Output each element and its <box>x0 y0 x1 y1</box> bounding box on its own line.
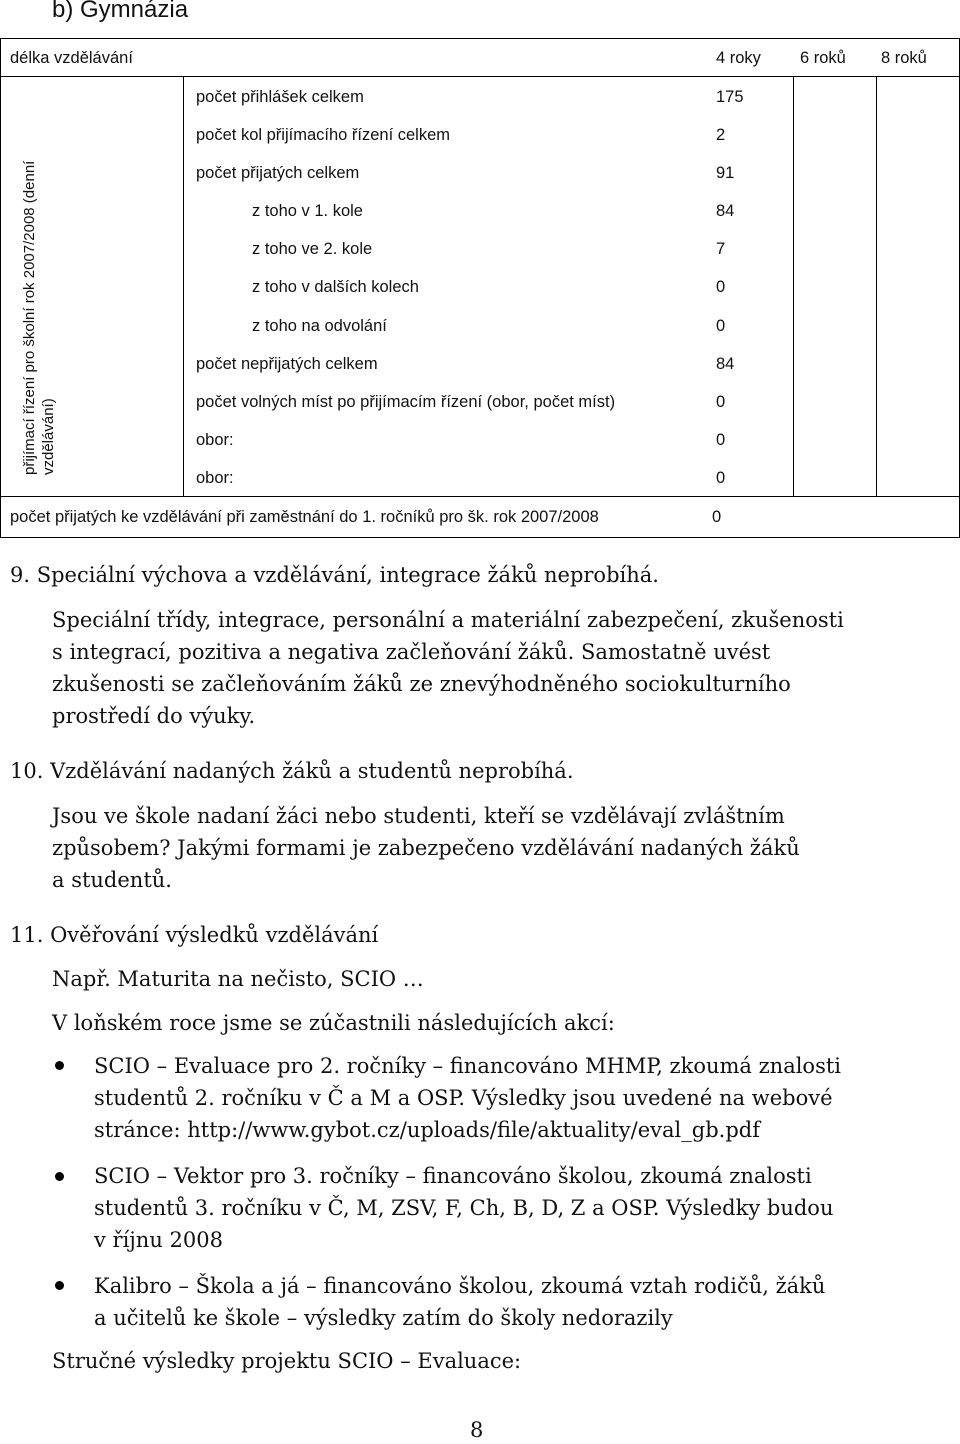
bullet-line: studentů 3. ročníku v Č, M, ZSV, F, Ch, B, D, Z a OSP. Výsledky budou <box>94 1196 834 1220</box>
row-value: 0 <box>716 278 726 296</box>
bullet-line: studentů 2. ročníku v Č a M a OSP. Výsledky jsou uvedené na webové <box>94 1086 833 1110</box>
section-10-line: Jsou ve škole nadaní žáci nebo studenti, kteří se vzdělávají zvláštním <box>52 804 785 828</box>
footer-row-value: 0 <box>712 508 722 526</box>
section-9-line: zkušenosti se začleňováním žáků ze znevýhodněného sociokulturního <box>52 672 791 696</box>
section-9-line: Speciální třídy, integrace, personální a materiální zabezpečení, zkušenosti <box>52 608 844 632</box>
footer-row-label: počet přijatých ke vzdělávání při zaměstnání do 1. ročníků pro šk. rok 2007/2008 <box>10 508 599 526</box>
row-label: počet přihlášek celkem <box>196 88 364 106</box>
bullet-line: a učitelů ke škole – výsledky zatím do školy nedorazily <box>94 1306 673 1330</box>
bullet-icon <box>55 1281 64 1290</box>
row-value: 7 <box>716 240 726 258</box>
row-label: počet nepřijatých celkem <box>196 355 378 373</box>
row-label: počet kol přijímacího řízení celkem <box>196 126 451 144</box>
page-number: 8 <box>470 1418 484 1442</box>
col-header-6-years: 6 roků <box>800 49 846 67</box>
section-9-heading: 9. Speciální výchova a vzdělávání, integrace žáků neprobíhá. <box>10 563 659 587</box>
table-rule <box>0 76 960 77</box>
row-label: počet volných míst po přijímacím řízení (obor, počet míst) <box>196 393 616 411</box>
section-11-intro: V loňském roce jsme se zúčastnili následujících akcí: <box>52 1011 615 1035</box>
bullet-line: SCIO – Vektor pro 3. ročníky – financováno školou, zkoumá znalosti <box>94 1164 812 1188</box>
row-value: 84 <box>716 355 735 373</box>
row-label: z toho ve 2. kole <box>252 240 373 258</box>
table-rule <box>793 76 794 496</box>
section-9-line: prostředí do výuky. <box>52 704 256 728</box>
section-10-line: a studentů. <box>52 868 172 892</box>
row-value: 0 <box>716 431 726 449</box>
bullet-line: SCIO – Evaluace pro 2. ročníky – financováno MHMP, zkoumá znalosti <box>94 1054 842 1078</box>
section-10-heading: 10. Vzdělávání nadaných žáků a studentů neprobíhá. <box>10 759 574 783</box>
bullet-line: Kalibro – Škola a já – financováno školou, zkoumá vztah rodičů, žáků <box>94 1274 826 1298</box>
row-label: obor: <box>196 431 234 449</box>
duration-label: délka vzdělávání <box>10 49 133 67</box>
table-rule <box>183 76 184 496</box>
row-value: 2 <box>716 126 726 144</box>
table-rule <box>0 38 1 538</box>
table-rule <box>0 537 960 538</box>
row-value: 175 <box>716 88 744 106</box>
col-header-8-years: 8 roků <box>881 49 927 67</box>
row-label: z toho na odvolání <box>252 317 387 335</box>
bullet-line: v říjnu 2008 <box>94 1228 223 1252</box>
row-label: počet přijatých celkem <box>196 164 360 182</box>
section-heading: b) Gymnázia <box>52 0 189 23</box>
row-value: 0 <box>716 469 726 487</box>
row-value: 84 <box>716 202 735 220</box>
section-11-closing: Stručné výsledky projektu SCIO – Evaluace: <box>52 1349 522 1373</box>
section-10-line: způsobem? Jakými formami je zabezpečeno vzdělávání nadaných žáků <box>52 836 800 860</box>
table-rule <box>876 76 877 496</box>
section-9-line: s integrací, pozitiva a negativa začleňování žáků. Samostatně uvést <box>52 640 771 664</box>
table-rule <box>0 496 960 497</box>
side-label-text: přijímací řízení pro školní rok 2007/2008 (denní vzdělávání) <box>21 160 57 475</box>
admission-table <box>0 38 960 538</box>
bullet-icon <box>55 1172 64 1181</box>
row-label: z toho v 1. kole <box>252 202 363 220</box>
row-value: 0 <box>716 317 726 335</box>
row-value: 91 <box>716 164 735 182</box>
table-rule <box>0 38 960 39</box>
bullet-line: stránce: http://www.gybot.cz/uploads/file/aktuality/eval_gb.pdf <box>94 1118 760 1142</box>
section-11-heading: 11. Ověřování výsledků vzdělávání <box>10 923 379 947</box>
row-label: obor: <box>196 469 234 487</box>
side-label <box>20 95 60 475</box>
col-header-4-years: 4 roky <box>716 49 761 67</box>
row-label: z toho v dalších kolech <box>252 278 419 296</box>
bullet-icon <box>55 1061 64 1070</box>
row-value: 0 <box>716 393 726 411</box>
section-11-example: Např. Maturita na nečisto, SCIO … <box>52 967 424 991</box>
